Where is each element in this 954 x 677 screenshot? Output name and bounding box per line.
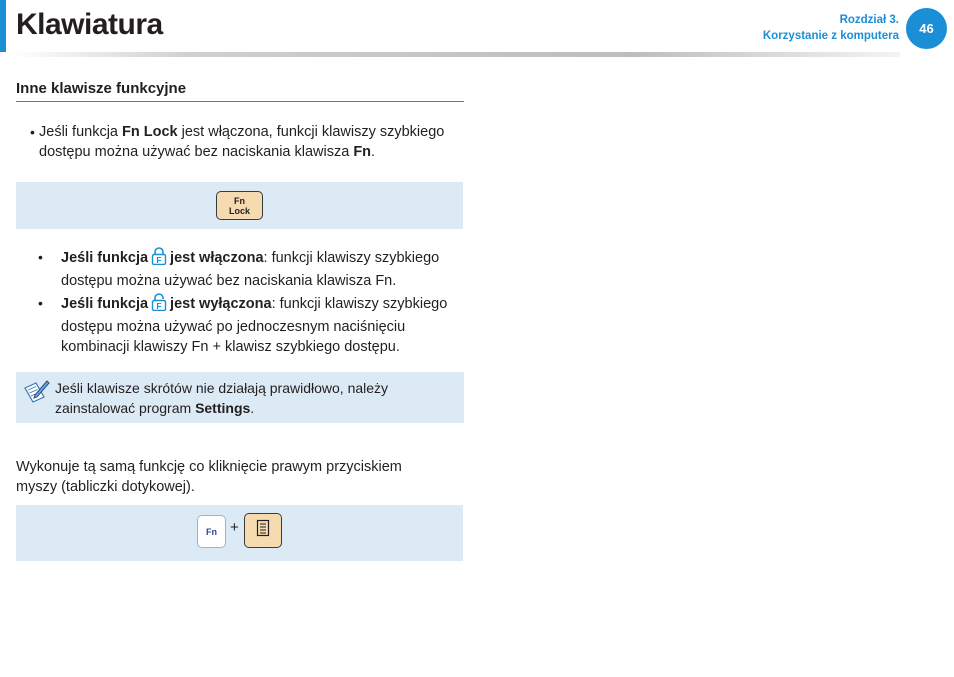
pencil-note-icon [22,378,50,409]
chapter-title: Korzystanie z komputera [762,30,899,42]
note-panel [16,372,464,423]
state-on-text: : funkcji klawiszy szybkiego [263,250,440,266]
state-on-item [61,247,471,291]
state-off-bullet: • [38,295,43,311]
lock-f-icon [150,247,168,271]
intro-fn-bold: Fn [353,144,372,160]
section-heading: Inne klawisze funkcyjne [16,80,464,102]
state-on-status: jest włączona [170,250,264,266]
unlock-f-icon [150,293,168,317]
intro-paragraph [39,122,469,162]
intro-text: Jeśli funkcja [39,124,123,140]
intro-text: . [371,144,376,160]
menu-key-description [16,457,466,497]
page-title: Klawiatura [16,8,163,41]
state-off-status: jest wyłączona [170,296,272,312]
state-on-bullet: • [38,249,43,265]
svg-text:F: F [156,255,162,265]
note-line: . [250,400,255,416]
svg-text:F: F [156,301,162,311]
intro-text: dostępu można używać bez naciskania klawisza [39,144,354,160]
state-off-text: : funkcji klawiszy szybkiego [271,296,448,312]
state-on-text: dostępu można używać bez naciskania klawisza Fn. [61,273,397,289]
fnlock-key-panel [16,182,463,229]
note-line: zainstalować program [55,400,196,416]
note-text [55,378,388,418]
state-on-label: Jeśli funkcja [61,250,149,266]
state-off-item [61,293,471,357]
page-number-badge: 46 [906,8,947,49]
menu-desc-line: myszy (tabliczki dotykowej). [16,479,195,495]
state-off-text: kombinacji klawiszy Fn + klawisz szybkiego dostępu. [61,339,400,355]
note-settings-bold: Settings [195,400,251,416]
chapter-number: Rozdział 3. [839,14,899,26]
menu-key-panel [16,505,463,561]
fn-key: Fn [197,515,226,548]
chapter-label [763,12,899,44]
state-off-text: dostępu można używać po jednoczesnym naciśnięciu [61,319,406,335]
fnlock-key [216,191,263,220]
state-off-label: Jeśli funkcja [61,296,149,312]
menu-desc-line: Wykonuje tą samą funkcję co kliknięcie prawym przyciskiem [16,459,402,475]
intro-text: jest włączona, funkcji klawiszy szybkiego [177,124,445,140]
menu-key-icon [256,519,270,542]
fnlock-key-line2: Lock [228,205,250,216]
fnlock-key-line1: Fn [234,195,245,206]
menu-key [244,513,282,548]
header-divider [10,52,900,57]
plus-sign: + [230,519,239,536]
intro-bullet: • [30,124,35,140]
intro-fnlock-bold: Fn Lock [122,124,178,140]
header-accent-bar [0,0,6,52]
note-line: Jeśli klawisze skrótów nie działają prawidłowo, należy [55,380,389,396]
